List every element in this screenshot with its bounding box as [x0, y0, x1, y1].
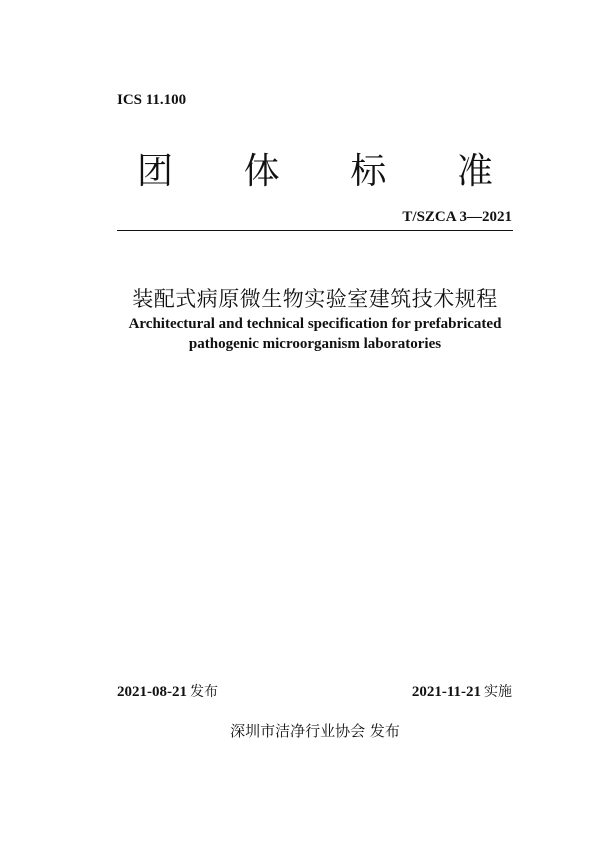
standard-type-char: 准	[456, 151, 493, 192]
issue-date: 2021-08-21	[117, 684, 187, 700]
implement-date: 2021-11-21	[411, 684, 481, 700]
english-title	[0, 314, 600, 354]
header-divider	[117, 230, 513, 231]
issue-label: 发布	[190, 684, 218, 700]
issue-date-block	[117, 681, 218, 701]
english-title-line: Architectural and technical specification for prefabricated	[128, 316, 502, 332]
standard-type-heading	[117, 150, 513, 194]
implement-label: 实施	[484, 684, 512, 700]
publisher: 深圳市洁净行业协会 发布	[230, 722, 400, 740]
standard-type-char: 体	[243, 151, 280, 192]
ics-code: ICS 11.100	[117, 92, 187, 108]
implement-date-block	[412, 681, 512, 701]
chinese-title: 装配式病原微生物实验室建筑技术规程	[132, 287, 498, 311]
standard-number: T/SZCA 3—2021	[402, 209, 512, 225]
english-title-line: pathogenic microorganism laboratories	[188, 336, 442, 352]
standard-type-char: 团	[137, 151, 174, 192]
standard-type-char: 标	[350, 151, 387, 192]
